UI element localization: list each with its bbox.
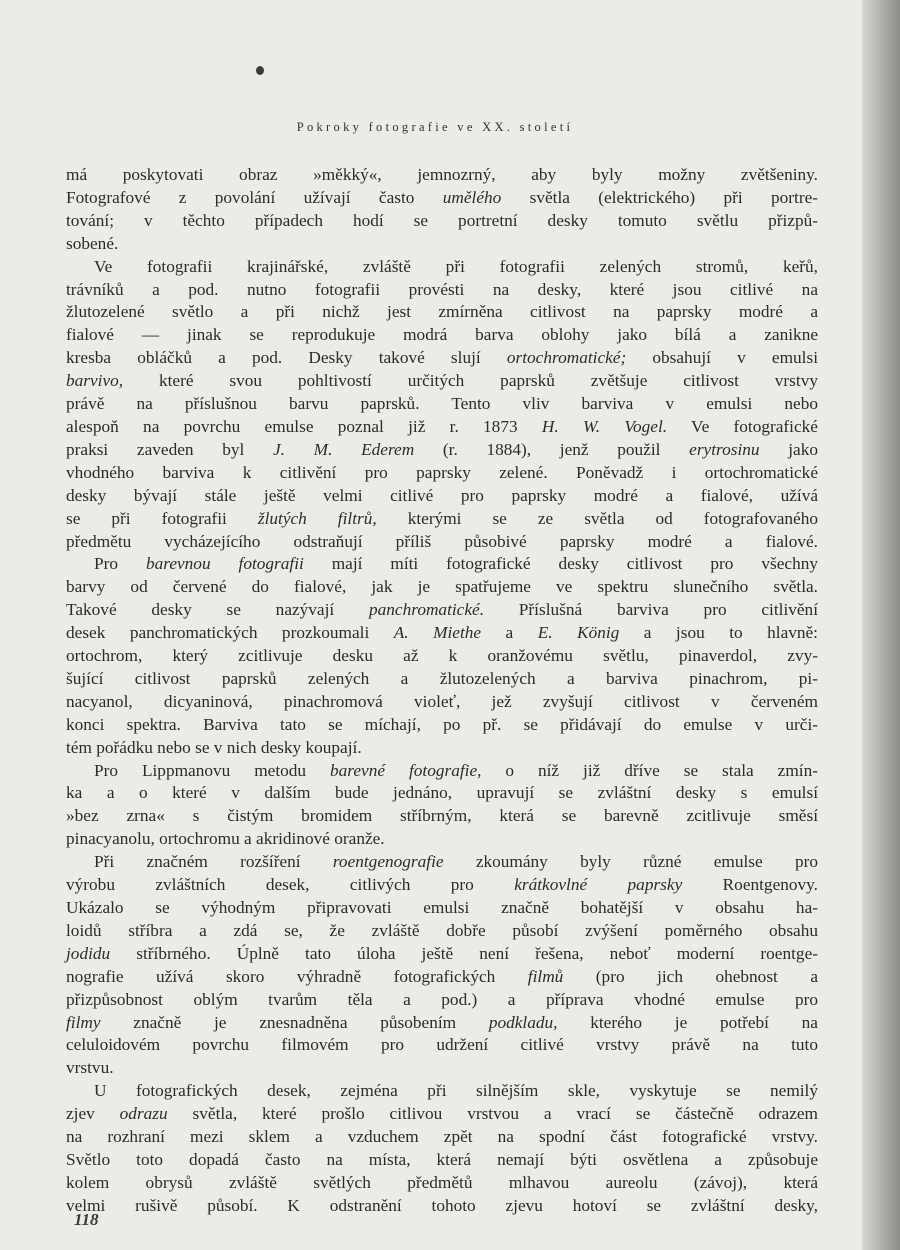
text-line xyxy=(66,508,818,531)
text-run: velmi rušivě působí. K odstranění tohoto zjevu hotoví se zvláštní desky, xyxy=(66,1195,818,1215)
text-run: barvy od červené do fialové, jak je spatřujeme ve spektru slunečního světla. xyxy=(66,577,818,597)
text-line xyxy=(66,714,818,737)
text-line xyxy=(66,1126,818,1149)
text-line xyxy=(66,576,818,599)
text-run: světla, které prošlo citlivou vrstvou a vrací se částečně odrazem xyxy=(167,1104,818,1124)
italic-term: filmů xyxy=(527,966,564,986)
text-line xyxy=(66,553,818,576)
text-line xyxy=(66,760,818,783)
italic-term: J. M. Ederem xyxy=(273,439,415,459)
text-run: nacyanol, dicyaninová, pinachromová violeť, jež zvyšují citlivost v červeném xyxy=(66,691,818,711)
text-run: světla (elektrického) při portre- xyxy=(501,187,819,207)
text-line xyxy=(66,668,818,691)
text-line xyxy=(66,393,818,416)
text-line xyxy=(66,828,818,851)
text-run: předmětu vycházejícího odstraňují příliš působivé paprsky modré a fialové. xyxy=(66,531,818,551)
text-run: Roentgenovy. xyxy=(682,875,819,895)
text-run: na rozhraní mezi sklem a vzduchem zpět na spodní část fotografické vrstvy. xyxy=(66,1127,818,1147)
text-line xyxy=(66,1103,818,1126)
italic-term: ortochromatické; xyxy=(506,348,627,368)
body-text xyxy=(66,164,818,1218)
text-run: Světlo toto dopadá často na místa, která nemají býti osvětlena a způsobuje xyxy=(66,1149,818,1169)
text-run: nografie užívá skoro výhradně fotografických xyxy=(66,966,528,986)
text-run: právě na příslušnou barvu paprsků. Tento vliv barviva v emulsi nebo xyxy=(66,394,818,414)
text-line xyxy=(66,485,818,508)
text-run: Fotografové z povolání užívají často xyxy=(66,187,443,207)
ink-spot xyxy=(256,66,264,75)
text-run: (pro jich ohebnost a xyxy=(563,966,818,986)
text-line xyxy=(66,782,818,805)
text-line xyxy=(66,347,818,370)
text-run: a jsou to hlavně: xyxy=(619,623,818,643)
running-header: Pokroky fotografie ve XX. století xyxy=(296,120,574,134)
text-run: kterými se ze světla od fotografovaného xyxy=(376,508,818,528)
text-run: šující citlivost paprsků zelených a žlutozelených a barviva pinachrom, pi- xyxy=(66,668,818,688)
text-line xyxy=(66,187,818,210)
text-line xyxy=(66,989,818,1012)
text-run: alespoň na povrchu emulse poznal již r. 1873 xyxy=(66,416,542,436)
text-line xyxy=(66,439,818,462)
text-run: tování; v těchto případech hodí se portretní desky tomuto světlu přizpů- xyxy=(66,210,818,230)
text-line xyxy=(66,164,818,187)
text-line xyxy=(66,920,818,943)
text-run: a xyxy=(481,623,538,643)
text-run: Ve fotografické xyxy=(667,416,818,436)
text-run: ka a o které v dalším bude jednáno, upravují se zvláštní desky s emulsí xyxy=(66,783,818,803)
text-run: Takové desky se nazývají xyxy=(66,600,369,620)
italic-term: barvivo, xyxy=(66,371,124,391)
text-run: Příslušná barviva pro citlivění xyxy=(484,600,819,620)
text-run: loidů stříbra a zdá se, že zvláště dobře působí zvýšení poměrného obsahu xyxy=(66,920,818,940)
text-run: výrobu zvláštních desek, citlivých pro xyxy=(66,875,515,895)
italic-term: H. W. Vogel. xyxy=(541,416,668,436)
text-run: má poskytovati obraz »měkký«, jemnozrný, aby byly možny zvětšeniny. xyxy=(66,165,818,184)
text-line xyxy=(66,233,818,256)
text-run: Pro xyxy=(94,554,146,574)
text-line xyxy=(66,1012,818,1035)
text-line xyxy=(66,1195,818,1218)
text-run: celuloidovém povrchu filmovém pro udržení citlivé vrstvy právě na tuto xyxy=(66,1035,818,1055)
text-run: jako xyxy=(759,439,819,459)
text-line xyxy=(66,256,818,279)
text-line xyxy=(66,897,818,920)
text-run: »bez zrna« s čistým bromidem stříbrným, která se barevně zcitlivuje směsí xyxy=(66,806,818,826)
text-line xyxy=(66,966,818,989)
text-line xyxy=(66,416,818,439)
text-run: značně je znesnadněna působením xyxy=(100,1012,489,1032)
text-run: kterého je potřebí na xyxy=(557,1012,818,1032)
text-run: kresba obláčků a pod. Desky takové slují xyxy=(66,348,507,368)
text-line xyxy=(66,622,818,645)
text-line xyxy=(66,1034,818,1057)
text-run: žlutozelené světlo a při nichž jest zmírněna citlivost na paprsky modré a xyxy=(66,302,818,322)
text-run: ortochrom, který zcitlivuje desku až k oranžovému světlu, pinaverdol, zvy- xyxy=(66,646,818,666)
text-run: tém pořádku nebo se v nich desky koupají. xyxy=(66,737,362,757)
italic-term: krátkovlné paprsky xyxy=(514,875,683,895)
italic-term: barevné fotografie, xyxy=(330,760,482,780)
text-run: kolem obrysů zvláště světlých předmětů mlhavou aureolu (závoj), která xyxy=(66,1172,818,1192)
text-line xyxy=(66,874,818,897)
text-run: desek panchromatických prozkoumali xyxy=(66,623,394,643)
text-run: trávníků a pod. nutno fotografii provésti na desky, které jsou citlivé na xyxy=(66,279,818,299)
text-run: U fotografických desek, zejména při silnějším skle, vyskytuje se nemilý xyxy=(94,1081,818,1101)
italic-term: A. Miethe xyxy=(393,623,482,643)
page-number: 118 xyxy=(74,1210,99,1229)
text-run: Ve fotografii krajinářské, zvláště při fotografii zelených stromů, keřů, xyxy=(94,256,818,276)
text-run: o níž již dříve se stala zmín- xyxy=(481,760,818,780)
text-line xyxy=(66,599,818,622)
text-line xyxy=(66,645,818,668)
text-run: obsahují v emulsi xyxy=(626,348,818,368)
text-run: se při fotografii xyxy=(66,508,258,528)
italic-term: žlutých filtrů, xyxy=(257,508,377,528)
text-run: (r. 1884), jenž použil xyxy=(414,439,690,459)
text-run: mají míti fotografické desky citlivost pro všechny xyxy=(303,554,818,574)
text-run: desky bývají stále ještě velmi citlivé pro paprsky modré a fialové, užívá xyxy=(66,485,818,505)
text-line xyxy=(66,1149,818,1172)
text-line xyxy=(66,805,818,828)
text-line xyxy=(66,943,818,966)
text-run: Ukázalo se výhodným připravovati emulsi značně bohatější v obsahu ha- xyxy=(66,898,818,917)
text-run: sobené. xyxy=(66,233,119,253)
text-line xyxy=(66,210,818,233)
text-line xyxy=(66,1057,818,1080)
italic-term: barevnou fotografii xyxy=(145,554,304,574)
text-line xyxy=(66,1172,818,1195)
text-run: zkoumány byly různé emulse pro xyxy=(443,852,818,872)
text-run: Pro Lippmanovu metodu xyxy=(94,760,330,780)
page-edge-shadow xyxy=(862,0,900,1250)
text-run: přizpůsobnost oblým tvarům těla a pod.) a příprava vhodné emulse pro xyxy=(66,989,818,1009)
text-line xyxy=(66,737,818,760)
text-line xyxy=(66,301,818,324)
text-line xyxy=(66,279,818,302)
italic-term: podkladu, xyxy=(488,1012,558,1032)
italic-term: panchromatické. xyxy=(369,600,485,620)
italic-term: filmy xyxy=(66,1012,101,1032)
text-run: Při značném rozšíření xyxy=(94,852,333,872)
text-line xyxy=(66,691,818,714)
text-line xyxy=(66,462,818,485)
text-line xyxy=(66,851,818,874)
italic-term: jodidu xyxy=(66,943,111,963)
text-line xyxy=(66,324,818,347)
italic-term: odrazu xyxy=(119,1104,168,1124)
text-run: fialové — jinak se reprodukuje modrá barva oblohy jako bílá a zanikne xyxy=(66,325,818,345)
text-line xyxy=(66,531,818,554)
italic-term: E. König xyxy=(537,623,620,643)
text-run: konci spektra. Barviva tato se míchají, po př. se přidávají do emulse v urči- xyxy=(66,714,818,734)
text-run: které svou pohltivostí určitých paprsků zvětšuje citlivost vrstvy xyxy=(123,371,818,391)
italic-term: umělého xyxy=(442,187,502,207)
text-run: stříbrného. Úplně tato úloha ještě není řešena, neboť moderní roentge- xyxy=(110,943,818,963)
text-run: praksi zaveden byl xyxy=(66,439,273,459)
text-run: vhodného barviva k citlivění pro paprsky zelené. Poněvadž i ortochromatické xyxy=(66,462,818,482)
italic-term: roentgenografie xyxy=(332,852,444,872)
text-line xyxy=(66,1080,818,1103)
italic-term: erytrosinu xyxy=(689,439,760,459)
text-line xyxy=(66,370,818,393)
text-run: pinacyanolu, ortochromu a akridinové oranže. xyxy=(66,829,385,849)
text-run: zjev xyxy=(66,1104,120,1124)
text-run: vrstvu. xyxy=(66,1058,114,1078)
